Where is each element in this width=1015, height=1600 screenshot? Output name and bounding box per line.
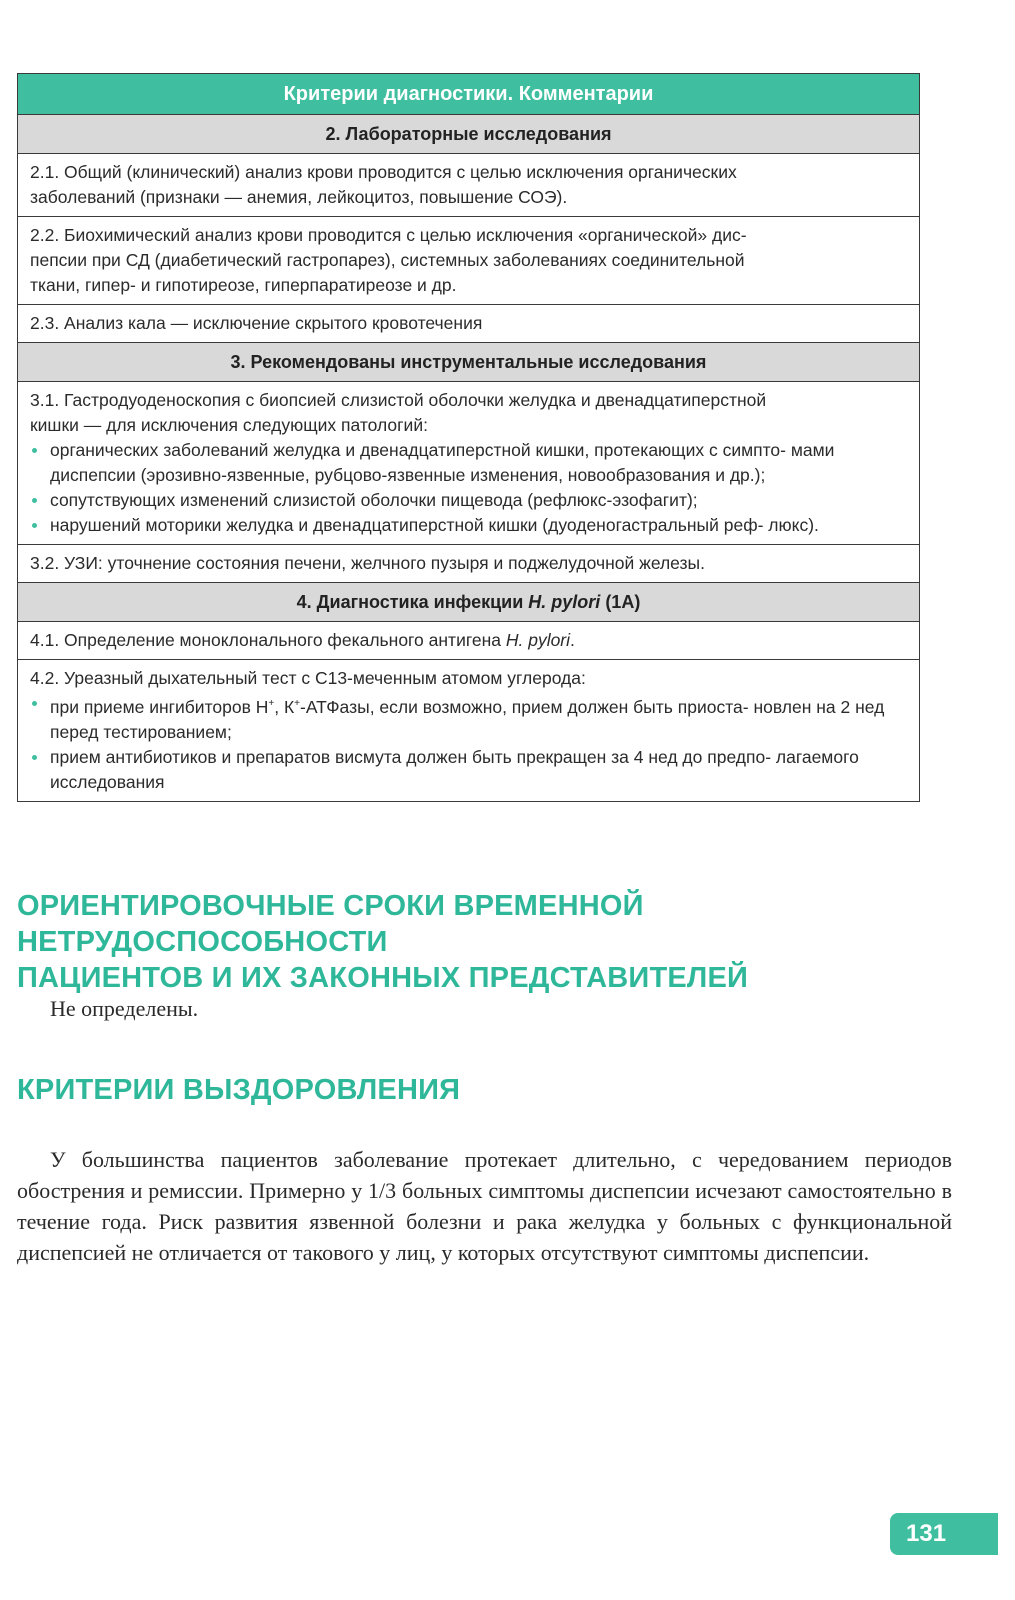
row-3-2	[18, 545, 919, 583]
row-2-2-line-1: 2.2. Биохимический анализ крови проводится с целью исключения «органической» дис-	[30, 225, 747, 245]
disability-heading	[17, 888, 1015, 996]
disability-heading-line-1: ОРИЕНТИРОВОЧНЫЕ СРОКИ ВРЕМЕННОЙ НЕТРУДОСПОСОБНОСТИ	[17, 890, 644, 958]
section-4-title-italic: H. pylori	[528, 592, 601, 612]
row-4-2-bullet-1	[30, 691, 907, 745]
row-2-1	[18, 154, 919, 217]
row-2-3-line-1: 2.3. Анализ кала — исключение скрытого кровотечения	[30, 313, 483, 333]
table-header: Критерии диагностики. Комментарии	[18, 74, 919, 115]
row-2-3	[18, 305, 919, 343]
row-2-2	[18, 217, 919, 305]
row-4-2-bullet-1-sup-2: +	[294, 698, 301, 709]
row-4-2	[18, 660, 919, 801]
row-3-1-bullet-1: органических заболеваний желудка и двенадцатиперстной кишки, протекающих с симпто- мами диспепсии (эрозивно-язвенные, рубцово-язвенные изменения, новообразования и др.);	[30, 438, 907, 488]
row-4-1-line-1	[30, 628, 907, 653]
row-4-2-bullet-1-a: при приеме ингибиторов Н	[50, 696, 269, 717]
recovery-text: У большинства пациентов заболевание протекает длительно, с чередованием периодов обострения и ремиссии. Примерно у 1/3 больных симптомы диспепсии исчезают самостоятельно в течение года. Риск развития язвенной болезни и рака желудка у больных с функциональной диспепсией не отличается от такового у лиц, у которых отсутствуют симптомы диспепсии.	[17, 1147, 952, 1265]
row-4-2-bullet-1-c: -АТФазы, если возможно, прием должен быть приоста- новлен на 2 нед перед тестированием;	[50, 696, 885, 742]
row-2-1-line-2: заболеваний (признаки — анемия, лейкоцитоз, повышение СОЭ).	[30, 187, 568, 207]
section-2-title: 2. Лабораторные исследования	[18, 115, 919, 154]
diagnostic-criteria-table	[17, 73, 920, 802]
row-3-2-line-1: 3.2. УЗИ: уточнение состояния печени, желчного пузыря и поджелудочной железы.	[30, 553, 705, 573]
row-3-1-line-1: 3.1. Гастродуоденоскопия с биопсией слизистой оболочки желудка и двенадцатиперстной	[30, 390, 767, 410]
section-4-title-suffix: (1А)	[600, 592, 641, 612]
row-2-2-line-3: ткани, гипер- и гипотиреозе, гиперпаратиреозе и др.	[30, 275, 457, 295]
recovery-heading: КРИТЕРИИ ВЫЗДОРОВЛЕНИЯ	[17, 1074, 461, 1106]
row-4-2-bullet-2: прием антибиотиков и препаратов висмута должен быть прекращен за 4 нед до предпо- лагаемого исследования	[30, 745, 907, 795]
row-4-2-bullet-1-sup-1: +	[268, 698, 275, 709]
section-3-title: 3. Рекомендованы инструментальные исследования	[18, 343, 919, 382]
row-4-1-italic: H. pylori	[505, 630, 571, 650]
row-4-2-line-1: 4.2. Уреазный дыхательный тест с С13-меченным атомом углерода:	[30, 668, 586, 688]
row-3-1	[18, 382, 919, 545]
page-number: 131	[890, 1513, 998, 1555]
row-3-1-bullet-2: сопутствующих изменений слизистой оболочки пищевода (рефлюкс-эзофагит);	[30, 488, 907, 513]
disability-text: Не определены.	[50, 996, 199, 1021]
row-4-1	[18, 622, 919, 660]
row-3-1-line-2: кишки — для исключения следующих патологий:	[30, 415, 428, 435]
disability-heading-line-2: ПАЦИЕНТОВ И ИХ ЗАКОННЫХ ПРЕДСТАВИТЕЛЕЙ	[17, 962, 749, 994]
row-4-1-end: .	[570, 630, 575, 650]
row-4-2-bullet-1-b: , К	[274, 696, 295, 717]
section-4-title	[18, 583, 919, 622]
row-3-1-bullet-3: нарушений моторики желудка и двенадцатиперстной кишки (дуоденогастральный реф- люкс).	[30, 513, 907, 538]
row-2-2-line-2: пепсии при СД (диабетический гастропарез), системных заболеваниях соединительной	[30, 250, 745, 270]
row-2-1-line-1: 2.1. Общий (клинический) анализ крови проводится с целью исключения органических	[30, 162, 737, 182]
section-4-title-prefix: 4. Диагностика инфекции	[296, 592, 529, 612]
row-4-1-text: 4.1. Определение моноклонального фекального антигена	[30, 630, 506, 650]
